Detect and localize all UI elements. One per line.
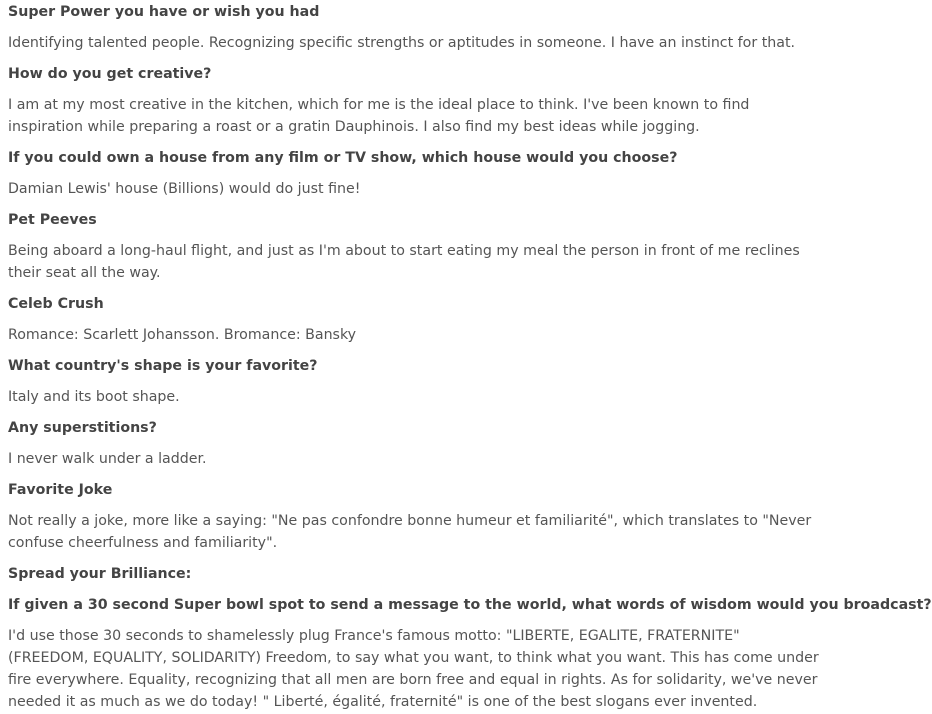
answer-super-bowl: I'd use those 30 seconds to shamelessly plug France's famous motto: "LIBERTE, EGALITE, FRATERNITE" (FREEDOM, EQUALITY, SOLIDARITY) Freedom, to say what you want, to think what you want. This has come under fire everywhere. Equality, recognizing that all men are born free and equal in rights. As for solidarity, we've never needed it as much as we do today! " Liberté, égalité, fraternité" is one of the best slogans ever invented. (8, 628, 819, 710)
question-country-shape: What country's shape is your favorite? (8, 358, 318, 374)
answer-celeb-crush: Romance: Scarlett Johansson. Bromance: Bansky (8, 327, 357, 343)
answer-country-shape: Italy and its boot shape. (8, 389, 180, 405)
answer-superstitions: I never walk under a ladder. (8, 451, 207, 467)
section-spread-brilliance: Spread your Brilliance: (8, 566, 192, 582)
question-favorite-joke: Favorite Joke (8, 482, 113, 498)
question-pet-peeves: Pet Peeves (8, 212, 97, 228)
answer-house: Damian Lewis' house (Billions) would do just fine! (8, 181, 361, 197)
question-super-power: Super Power you have or wish you had (8, 4, 320, 20)
answer-favorite-joke: Not really a joke, more like a saying: "Ne pas confondre bonne humeur et familiarité", which translates to "Never confuse cheerfulness and familiarity". (8, 513, 812, 551)
answer-get-creative: I am at my most creative in the kitchen, which for me is the ideal place to think. I've been known to find inspiration while preparing a roast or a gratin Dauphinois. I also find my best ideas while jogging. (8, 97, 750, 135)
answer-pet-peeves: Being aboard a long-haul flight, and just as I'm about to start eating my meal the person in front of me reclines their seat all the way. (8, 243, 800, 281)
question-celeb-crush: Celeb Crush (8, 296, 104, 312)
answer-super-power: Identifying talented people. Recognizing specific strengths or aptitudes in someone. I have an instinct for that. (8, 35, 796, 51)
question-house: If you could own a house from any film or TV show, which house would you choose? (8, 150, 678, 166)
question-superstitions: Any superstitions? (8, 420, 157, 436)
question-super-bowl: If given a 30 second Super bowl spot to send a message to the world, what words of wisdom would you broadcast? (8, 597, 932, 613)
question-get-creative: How do you get creative? (8, 66, 212, 82)
